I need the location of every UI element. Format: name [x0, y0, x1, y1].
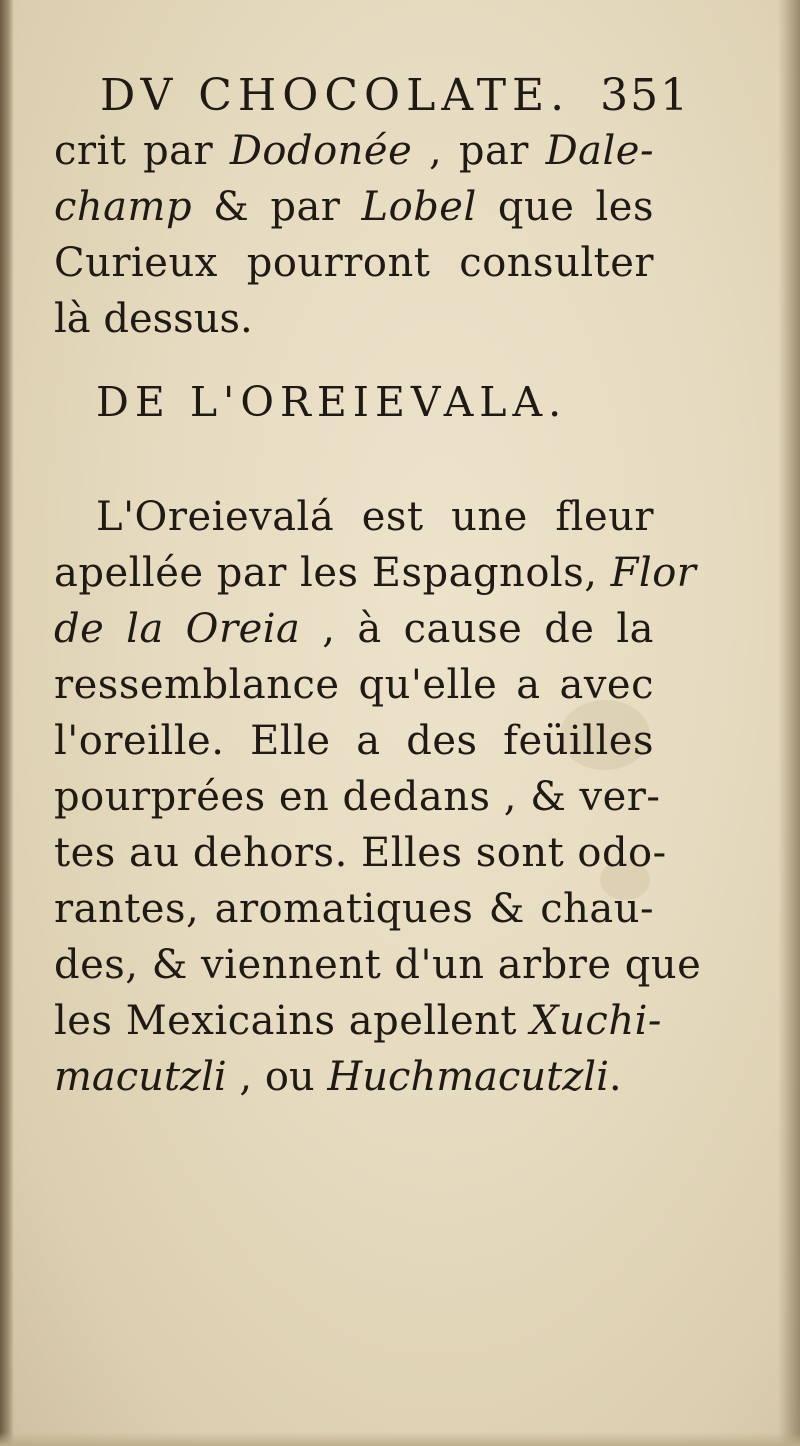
- page-binding-shadow: [0, 0, 14, 1446]
- author-name: Dale-: [545, 128, 654, 174]
- text-run: Curieux pourront consulter: [54, 240, 654, 286]
- page-edge-shadow: [778, 0, 800, 1446]
- text-line: [54, 606, 654, 652]
- text-run: apellée par les Espagnols,: [54, 550, 611, 596]
- text-run: crit par: [54, 128, 230, 174]
- text-line: [54, 184, 654, 230]
- text-run: , par: [412, 128, 546, 174]
- nahuatl-term: Huchmacutzli: [327, 1054, 609, 1100]
- text-line: [54, 942, 702, 988]
- running-header: [100, 70, 690, 121]
- text-run: l'oreille. Elle a des feüilles: [54, 718, 654, 764]
- author-name: Lobel: [361, 184, 477, 230]
- text-run: ressemblance qu'elle a avec: [54, 662, 654, 708]
- section-heading: DE L'OREIEVALA.: [96, 378, 568, 426]
- text-line: [54, 1054, 622, 1100]
- text-run: , ou: [226, 1054, 328, 1100]
- text-line: [54, 296, 253, 342]
- text-run: L'Oreievalá est une fleur: [96, 494, 654, 540]
- text-line: [54, 998, 662, 1044]
- text-line: [54, 240, 654, 286]
- text-run: des, & viennent d'un arbre que: [54, 942, 702, 988]
- text-run: que les: [476, 184, 655, 230]
- text-run: rantes, aromatiques & chau-: [54, 886, 654, 932]
- author-name: champ: [54, 184, 193, 230]
- text-run: .: [608, 1054, 622, 1100]
- text-run: là dessus.: [54, 296, 253, 342]
- text-line: [54, 128, 654, 174]
- spanish-term: de la Oreia: [54, 606, 301, 652]
- text-run: & par: [192, 184, 362, 230]
- nahuatl-term: macutzli: [54, 1054, 227, 1100]
- page-bottom-shadow: [0, 1432, 800, 1446]
- spanish-term: Flor: [610, 550, 697, 596]
- running-title: DV CHOCOLATE.: [100, 70, 571, 121]
- page-number: 351: [600, 70, 691, 121]
- author-name: Dodonée: [229, 128, 413, 174]
- text-run: tes au dehors. Elles sont odo-: [54, 830, 667, 876]
- text-run: les Mexicains apellent: [54, 998, 531, 1044]
- text-line: [54, 774, 661, 820]
- text-run: , à cause de la: [300, 606, 654, 652]
- text-line: [54, 886, 654, 932]
- text-run: pourprées en dedans , & ver-: [54, 774, 661, 820]
- text-line: [54, 662, 654, 708]
- text-line: [54, 718, 654, 764]
- text-line: [54, 830, 667, 876]
- text-line: [96, 494, 654, 540]
- text-line: [54, 550, 697, 596]
- nahuatl-term: Xuchi-: [530, 998, 662, 1044]
